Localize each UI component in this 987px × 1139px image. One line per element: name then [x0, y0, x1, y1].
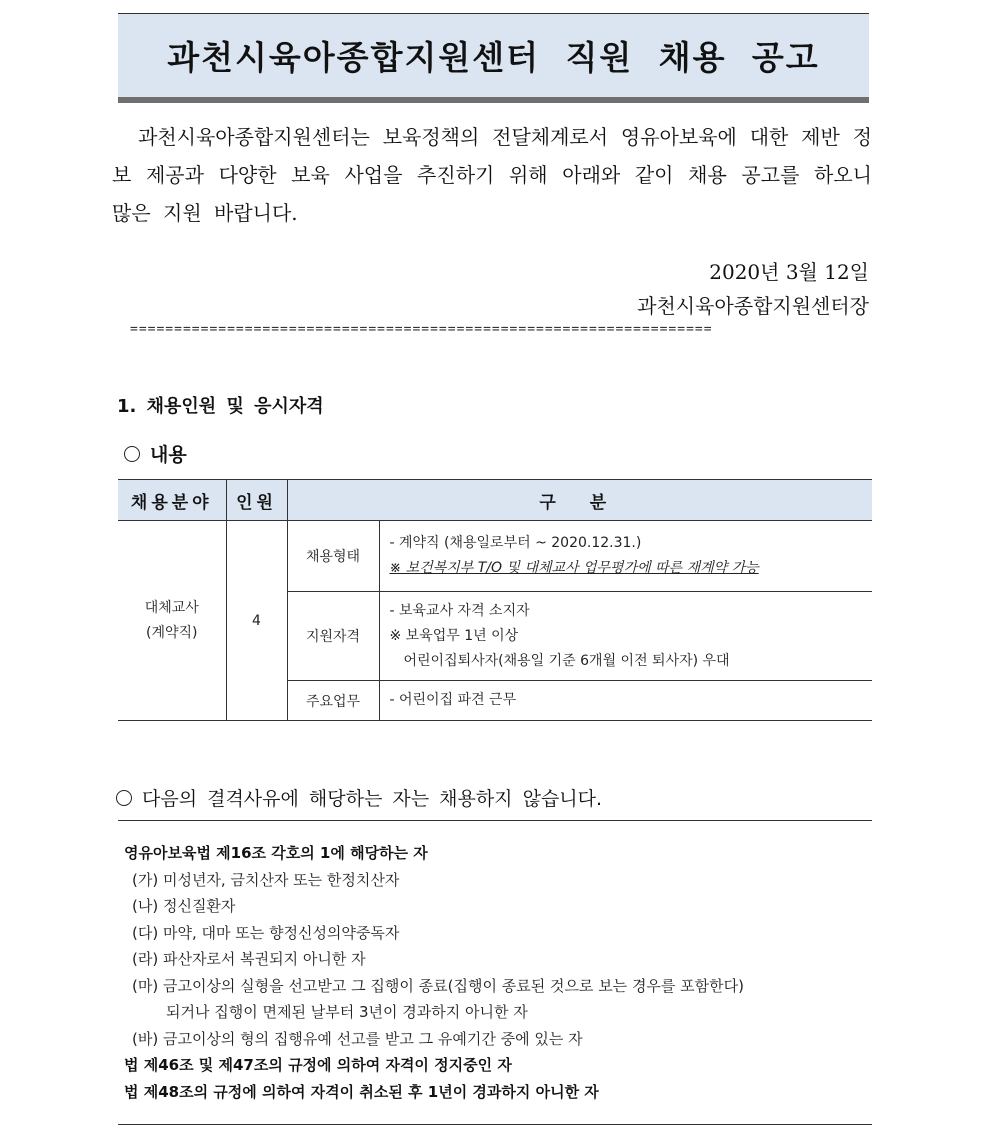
list-item: (마) 금고이상의 실형을 선고받고 그 집행이 종료(집행이 종료된 것으로 보는 경우를 포함한다) [132, 976, 744, 995]
page-title: 과천시육아종합지원센터 직원 채용 공고 [167, 37, 820, 77]
list-item: (바) 금고이상의 형의 집행유예 선고를 받고 그 유예기간 중에 있는 자 [132, 1029, 583, 1048]
section-heading-recruitment: 1. 채용인원 및 응시자격 [117, 396, 324, 417]
issuer-name: 과천시육아종합지원센터장 [637, 294, 869, 318]
recruitment-table [118, 479, 872, 721]
header-field: 채용분야 [118, 480, 226, 521]
label-employment-type: 채용형태 [287, 521, 379, 592]
list-item: (가) 미성년자, 금치산자 또는 한정치산자 [132, 870, 400, 889]
law-48-item: 법 제48조의 규정에 의하여 자격이 취소된 후 1년이 경과하지 아니한 자 [124, 1082, 599, 1101]
disqualification-heading [116, 784, 602, 811]
sub-heading-content [124, 440, 187, 467]
label-qualification: 지원자격 [287, 592, 379, 681]
cell-qualification [379, 592, 872, 681]
label-main-duty: 주요업무 [287, 681, 379, 721]
law-46-47-item: 법 제46조 및 제47조의 규정에 의하여 자격이 정지중인 자 [124, 1056, 512, 1074]
disqualification-heading-text: 다음의 결격사유에 해당하는 자는 채용하지 않습니다. [142, 788, 603, 810]
qualification-line-2: ※ 보육업무 1년 이상 [389, 627, 519, 644]
divider-bottom [118, 1124, 872, 1125]
list-item: (라) 파산자로서 복권되지 아니한 자 [132, 950, 366, 968]
table-row [118, 521, 872, 592]
circle-bullet-icon [124, 446, 140, 462]
circle-bullet-icon [116, 790, 132, 806]
field-type: (계약직) [146, 624, 198, 641]
header-count: 인원 [226, 480, 287, 521]
double-dash-separator: ================================================================== [130, 322, 713, 337]
title-underline-bar [118, 97, 869, 103]
list-item: (다) 마약, 대마 또는 향정신성의약중독자 [132, 923, 400, 942]
list-item: (나) 정신질환자 [132, 897, 236, 915]
law-16-heading: 영유아보육법 제16조 각호의 1에 해당하는 자 [124, 844, 428, 862]
employment-line-2: ※ 보건복지부 T/O 및 대체교사 업무평가에 따른 재계약 가능 [389, 560, 759, 576]
divider-top [118, 820, 872, 821]
cell-main-duty: - 어린이집 파견 근무 [379, 681, 872, 721]
disqualification-list [124, 840, 864, 1105]
employment-line-1: - 계약직 (채용일로부터 ~ 2020.12.31.) [389, 535, 642, 551]
qualification-line-3: 어린이집퇴사자(채용일 기준 6개월 이전 퇴사자) 우대 [403, 652, 730, 669]
table-header-row [118, 480, 872, 521]
intro-paragraph: 과천시육아종합지원센터는 보육정책의 전달체계로서 영유아보육에 대한 제반 정보 제공과 다양한 보육 사업을 추진하기 위해 아래와 같이 채용 공고를 하오니 많은 지원 바랍니다. [112, 125, 872, 225]
cell-count: 4 [226, 521, 287, 721]
cell-employment-type [379, 521, 872, 592]
sub-heading-label: 내용 [150, 444, 187, 466]
qualification-line-1: - 보육교사 자격 소지자 [389, 602, 530, 619]
field-name: 대체교사 [144, 599, 199, 616]
notice-date: 2020년 3월 12일 [709, 260, 869, 284]
cell-field [118, 521, 226, 721]
list-item-continuation: 되거나 집행이 면제된 날부터 3년이 경과하지 아니한 자 [166, 1003, 528, 1021]
header-category: 구 분 [287, 480, 872, 521]
